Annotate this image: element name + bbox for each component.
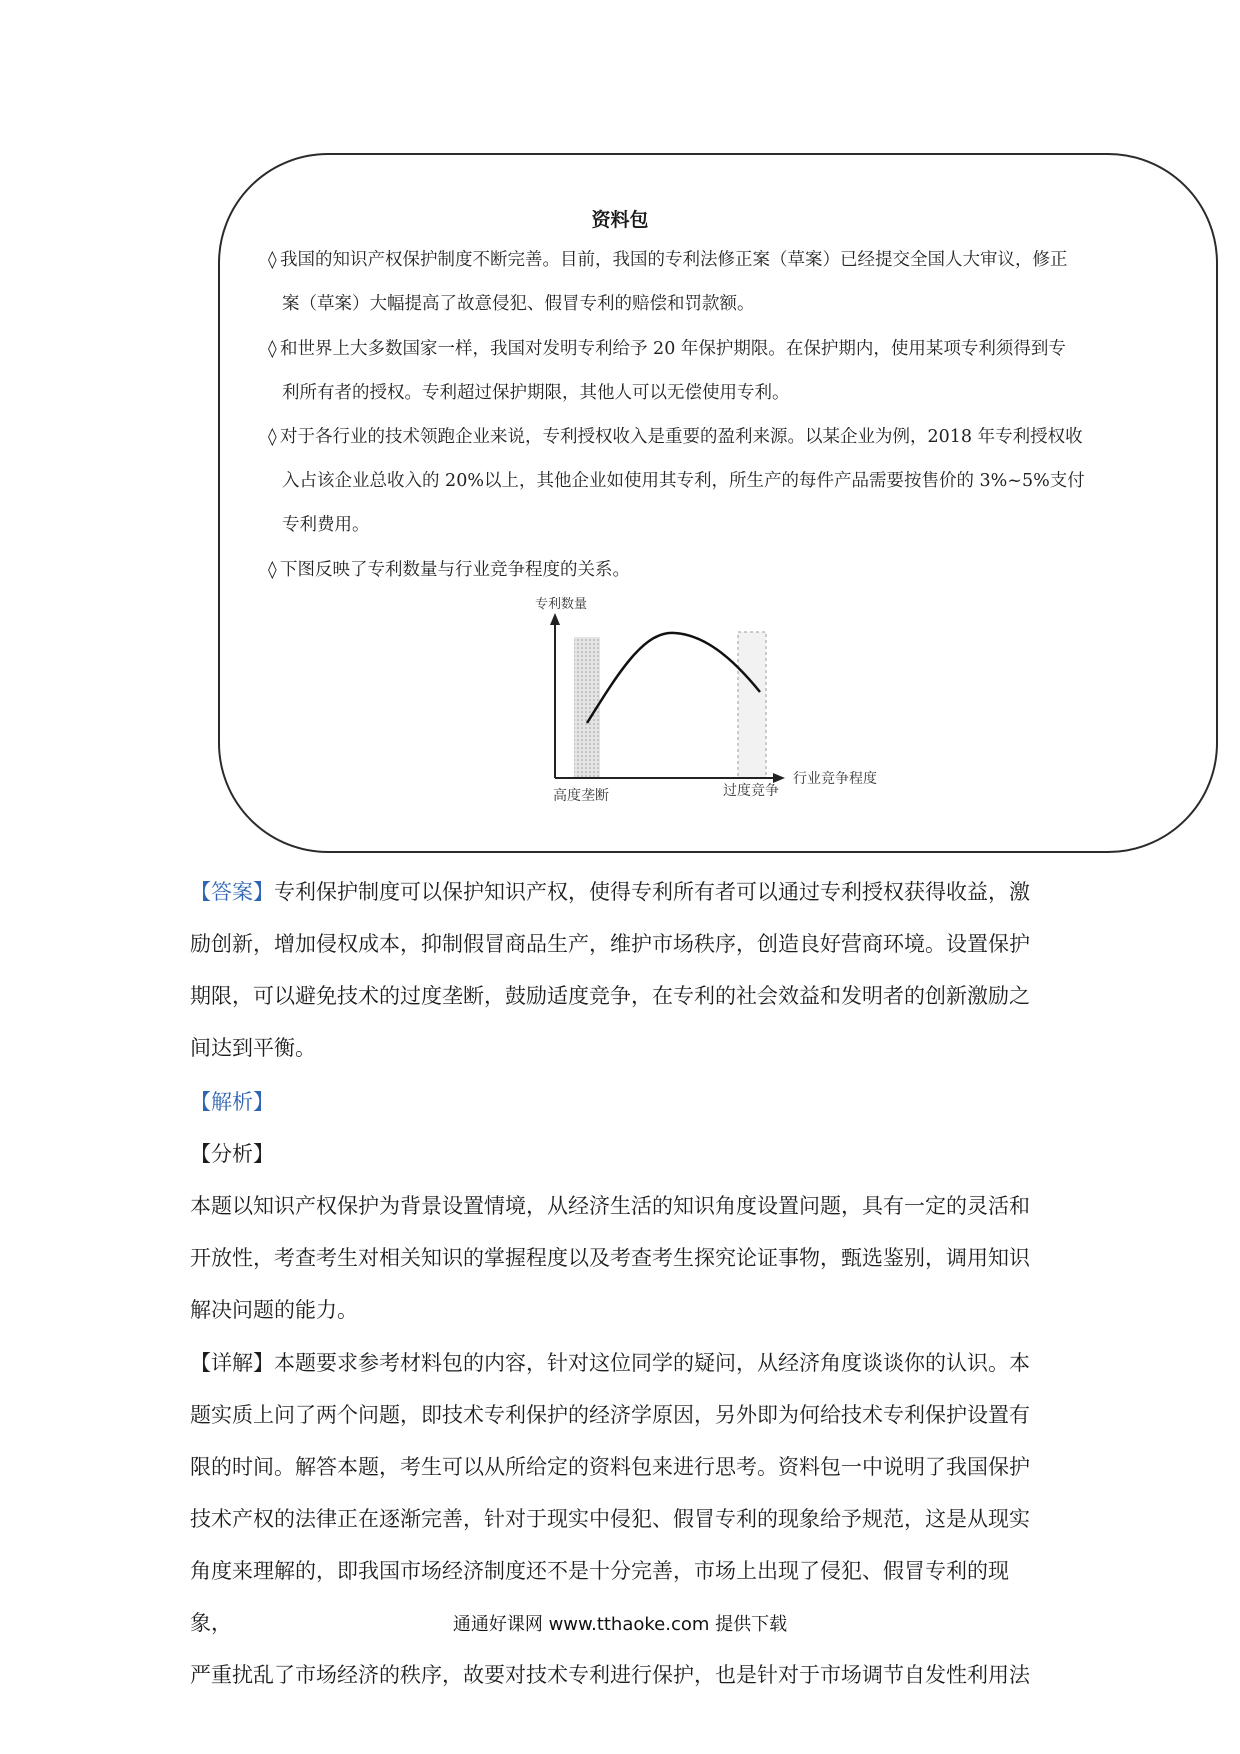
patent-competition-figure [505,595,925,815]
material-item-4 [268,548,1158,592]
analysis-heading [190,1076,1050,1128]
material-item-line: 入占该企业总收入的 20%以上，其他企业如使用其专利，所生产的每件产品需要按售价的 3%~5%支付 [282,471,1085,491]
left-band-label: 高度垄断 [553,788,609,804]
material-item-line: 案（草案）大幅提高了故意侵犯、假冒专利的赔偿和罚款额。 [282,294,755,314]
diamond-bullet-icon: ◊ [268,250,277,270]
x-axis-label: 行业竞争程度 [793,771,877,787]
material-item-3 [268,415,1158,547]
material-item-line: 专利费用。 [282,515,370,535]
answer-line: 期限，可以避免技术的过度垄断，鼓励适度竞争，在专利的社会效益和发明者的创新激励之 [190,984,1030,1008]
answer-line: 励创新，增加侵权成本，抑制假冒商品生产，维护市场秩序，创造良好营商环境。设置保护 [190,932,1030,956]
patent-curve [587,633,760,723]
answer-line: 间达到平衡。 [190,1036,316,1060]
detail-line: 本题要求参考材料包的内容，针对这位同学的疑问，从经济角度谈谈你的认识。本 [274,1351,1030,1375]
answer-line: 专利保护制度可以保护知识产权，使得专利所有者可以通过专利授权获得收益，激 [274,880,1030,904]
fenxi-line: 本题以知识产权保护为背景设置情境，从经济生活的知识角度设置问题，具有一定的灵活和 [190,1194,1030,1218]
fenxi-section [190,1128,1050,1336]
diamond-bullet-icon: ◊ [268,427,277,447]
diamond-bullet-icon: ◊ [268,339,277,359]
right-band-label: 过度竞争 [723,783,779,799]
y-axis-arrow-icon [550,613,560,625]
material-item-line: 和世界上大多数国家一样，我国对发明专利给予 20 年保护期限。在保护期内，使用某项专利须得到专 [280,339,1066,359]
material-box-title: 资料包 [591,209,649,231]
x-axis-arrow-icon [773,773,785,783]
detail-line: 限的时间。解答本题，考生可以从所给定的资料包来进行思考。资料包一中说明了我国保护 [190,1455,1030,1479]
material-item-2 [268,327,1158,415]
analysis-tag: 【解析】 [190,1090,274,1114]
material-item-line: 利所有者的授权。专利超过保护期限，其他人可以无偿使用专利。 [282,383,790,403]
material-item-line: 下图反映了专利数量与行业竞争程度的关系。 [280,560,630,580]
answer-section [190,866,1050,1074]
diamond-bullet-icon: ◊ [268,560,277,580]
material-item-1 [268,238,1158,326]
fenxi-line: 开放性，考查考生对相关知识的掌握程度以及考查考生探究论证事物，甄选鉴别，调用知识 [190,1246,1030,1270]
detail-line: 角度来理解的，即我国市场经济制度还不是十分完善，市场上出现了侵犯、假冒专利的现象， [190,1559,1009,1635]
fenxi-tag: 【分析】 [190,1142,274,1166]
detail-line: 技术产权的法律正在逐渐完善，针对于现实中侵犯、假冒专利的现象给予规范，这是从现实 [190,1507,1030,1531]
material-item-line: 我国的知识产权保护制度不断完善。目前，我国的专利法修正案（草案）已经提交全国人大审议，修正 [280,250,1068,270]
detail-line: 严重扰乱了市场经济的秩序，故要对技术专利进行保护，也是针对于市场调节自发性利用法 [190,1663,1030,1687]
detail-tag: 【详解】 [190,1351,274,1375]
answer-tag: 【答案】 [190,880,274,904]
footer-text: 通通好课网 www.tthaoke.com 提供下载 [452,1614,788,1635]
material-item-line: 对于各行业的技术领跑企业来说，专利授权收入是重要的盈利来源。以某企业为例，2018 年专利授权收 [280,427,1083,447]
fenxi-line: 解决问题的能力。 [190,1298,358,1322]
detail-line: 题实质上问了两个问题，即技术专利保护的经济学原因，另外即为何给技术专利保护设置有 [190,1403,1030,1427]
detail-section [190,1337,1050,1701]
excess-competition-band [738,632,766,778]
y-axis-label: 专利数量 [535,597,588,612]
